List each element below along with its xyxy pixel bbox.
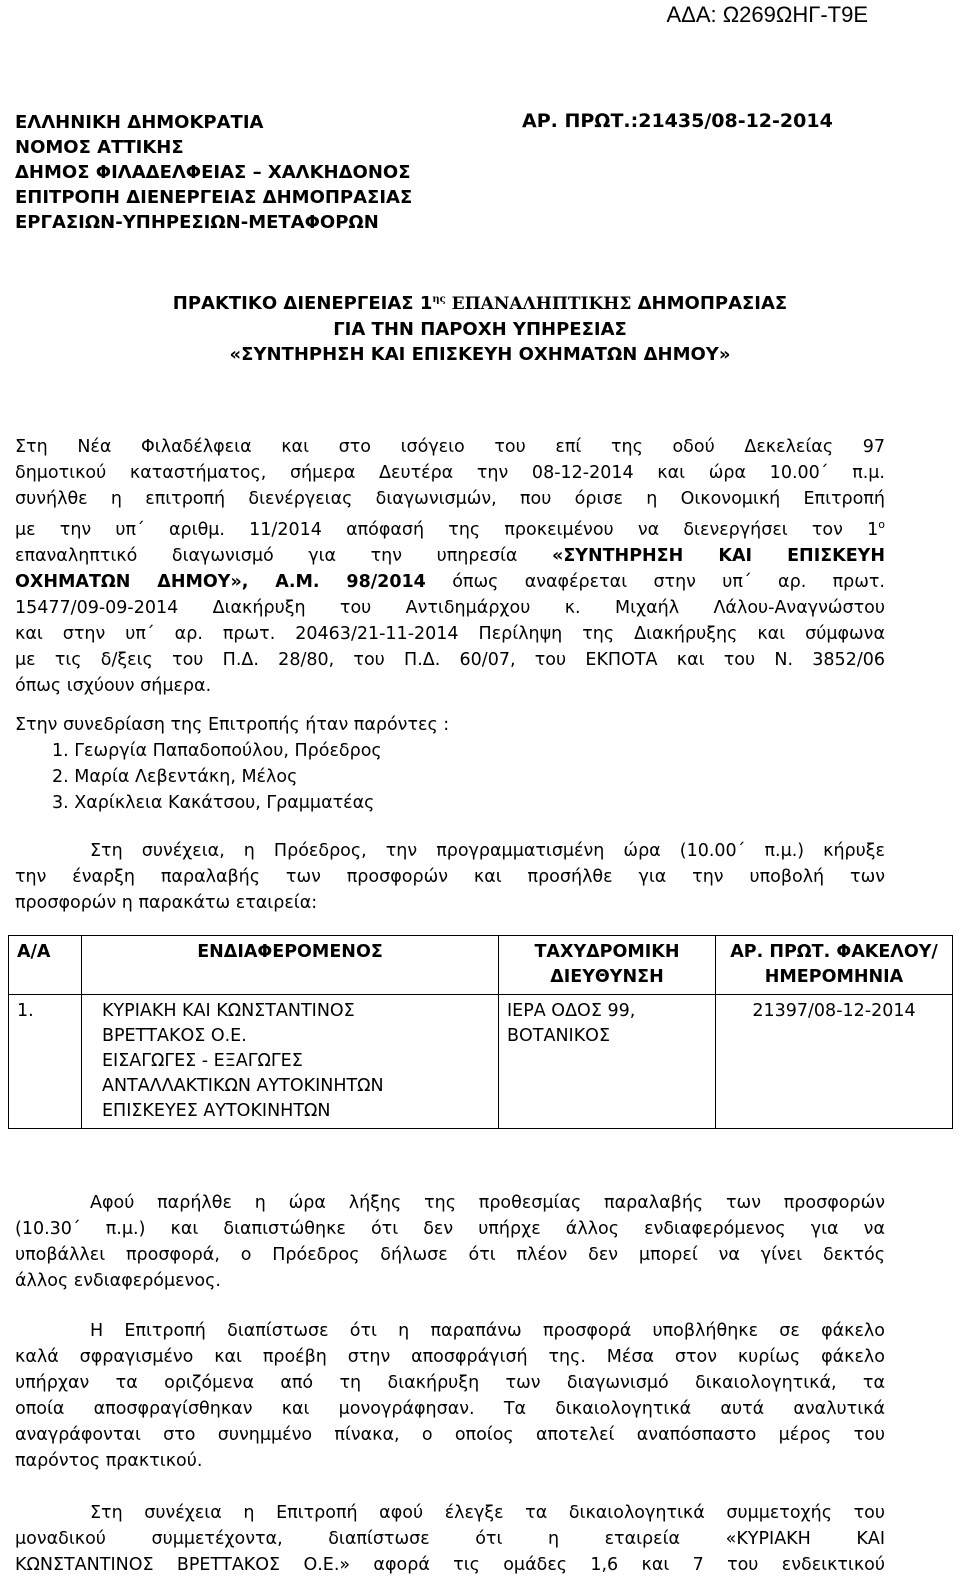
title-line-3: «ΣΥΝΤΗΡΗΣΗ ΚΑΙ ΕΠΙΣΚΕΥΗ ΟΧΗΜΑΤΩΝ ΔΗΜΟΥ» — [229, 344, 731, 365]
protocol-number: ΑΡ. ΠΡΩΤ.:21435/08-12-2014 — [522, 110, 833, 132]
opening-paragraph: Στη συνέχεια, η Πρόεδρος, την προγραμματισμένη ώρα (10.00΄ π.μ.) κήρυξε την έναρξη παραλαβής των προσφορών και προσήλθε για την υποβολή των προσφορών η παρακάτω εταιρεία: — [15, 841, 885, 913]
issuer-header — [15, 110, 412, 235]
unsealing-paragraph: Η Επιτροπή διαπίστωσε ότι η παραπάνω προσφορά υποβλήθηκε σε φάκελο καλά σφραγισμένο και προέβη στην αποσφράγισή της. Μέσα στον κυρίως φάκελο υπήρχαν τα οριζόμενα από τη διακήρυξη των διαγωνισμό δικαιολογητικά, τα οποία αποσφραγίσθηκαν και μονογράφησαν. Τα δικαιολογητικά αυτά αναλυτικά αναγράφονται στο συνημμένο πίνακα, ο οποίος αποτελεί αναπόσπαστο μέρος του παρόντος πρακτικού. — [15, 1321, 885, 1471]
closing-paragraph: Αφού παρήλθε η ώρα λήξης της προθεσμίας παραλαβής των προσφορών (10.30΄ π.μ.) και διαπιστώθηκε ότι δεν υπήρχε άλλος ενδιαφερόμενος για να υποβάλλει προσφορά, ο Πρόεδρος δήλωσε ότι πλέον δεν μπορεί να γίνει δεκτός άλλος ενδιαφερόμενος. — [15, 1193, 885, 1291]
list-item: 3. Χαρίκλεια Κακάτσου, Γραμματέας — [52, 793, 375, 813]
table-header-row — [9, 936, 953, 995]
column-header: ΤΑΧΥΔΡΟΜΙΚΗ ΔΙΕΥΘΥΝΣΗ — [499, 936, 716, 995]
column-header: ΕΝΔΙΑΦΕΡΟΜΕΝΟΣ — [82, 936, 499, 995]
attendance-heading: Στην συνεδρίαση της Επιτροπής ήταν παρόντες : — [15, 715, 450, 735]
header-line: ΔΗΜΟΣ ΦΙΛΑΔΕΛΦΕΙΑΣ – ΧΑΛΚΗΔΟΝΟΣ — [15, 162, 411, 183]
column-header: ΑΡ. ΠΡΩΤ. ΦΑΚΕΛΟΥ/ ΗΜΕΡΟΜΗΝΙΑ — [716, 936, 953, 995]
list-item: 1. Γεωργία Παπαδοπούλου, Πρόεδρος — [52, 741, 382, 761]
header-line: ΕΠΙΤΡΟΠΗ ΔΙΕΝΕΡΓΕΙΑΣ ΔΗΜΟΠΡΑΣΙΑΣ — [15, 187, 413, 208]
ada-code: ΑΔΑ: Ω269ΩΗΓ-Τ9Ε — [666, 2, 868, 27]
header-line: ΕΡΓΑΣΙΩΝ-ΥΠΗΡΕΣΙΩΝ-ΜΕΤΑΦΟΡΩΝ — [15, 212, 379, 233]
offers-table — [8, 935, 953, 1129]
title-line-2: ΓΙΑ ΤΗΝ ΠΑΡΟΧΗ ΥΠΗΡΕΣΙΑΣ — [333, 319, 627, 340]
row-protocol: 21397/08-12-2014 — [716, 995, 953, 1129]
row-index: 1. — [9, 995, 82, 1129]
intro-paragraph: Στη Νέα Φιλαδέλφεια και στο ισόγειο του επί της οδού Δεκελείας 97 δημοτικού καταστήματος, σήμερα Δευτέρα την 08-12-2014 και ώρα 10.00΄ π.μ. συνήλθε η επιτροπή διενέργειας διαγωνισμών, που όρισε η Οικονομική Επιτροπή με την υπ΄ αριθμ. 11/2014 απόφασή της προκειμένου να διενεργήσει τον $1^o$ επαναληπτικό διαγωνισμό για την υπηρεσία «ΣΥΝΤΗΡΗΣΗ ΚΑΙ ΕΠΙΣΚΕΥΗ ΟΧΗΜΑΤΩΝ ΔΗΜΟΥ», Α.Μ. 98/2014 όπως αναφέρεται στην υπ΄ αρ. πρωτ. 15477/09-09-2014 Διακήρυξη του Αντιδημάρχου κ. Μιχαήλ Λάλου-Αναγνώστου και στην υπ΄ αρ. πρωτ. 20463/21-11-2014 Περίληψη της Διακήρυξης και σύμφωνα με τις δ/ξεις του Π.Δ. 28/80, του Π.Δ. 60/07, του ΕΚΠΟΤΑ και του Ν. 3852/06 όπως ισχύουν σήμερα. — [15, 437, 885, 696]
row-participant: ΚΥΡΙΑΚΗ ΚΑΙ ΚΩΝΣΤΑΝΤΙΝΟΣ ΒΡΕΤΤΑΚΟΣ Ο.Ε. ΕΙΣΑΓΩΓΕΣ - ΕΞΑΓΩΓΕΣ ΑΝΤΑΛΛΑΚΤΙΚΩΝ ΑΥΤΟΚΙΝΗΤΩΝ ΕΠΙΣΚΕΥΕΣ ΑΥΤΟΚΙΝΗΤΩΝ — [82, 995, 499, 1129]
list-item: 2. Μαρία Λεβεντάκη, Μέλος — [52, 767, 298, 787]
document-title — [0, 287, 960, 367]
row-address: ΙΕΡΑ ΟΔΟΣ 99, ΒΟΤΑΝΙΚΟΣ — [499, 995, 716, 1129]
column-header: Α/Α — [9, 936, 82, 995]
final-paragraph: Στη συνέχεια η Επιτροπή αφού έλεγξε τα δικαιολογητικά συμμετοχής του μοναδικού συμμετέχοντα, διαπίστωσε ότι η εταιρεία «ΚΥΡΙΑΚΗ ΚΑΙ ΚΩΝΣΤΑΝΤΙΝΟΣ ΒΡΕΤΤΑΚΟΣ Ο.Ε.» αφορά τις ομάδες 1,6 και 7 του ενδεικτικού — [15, 1503, 885, 1575]
header-line: ΝΟΜΟΣ ΑΤΤΙΚΗΣ — [15, 137, 184, 158]
members-list — [52, 738, 382, 816]
table-row — [9, 995, 953, 1129]
title-line-1: ΠΡΑΚΤΙΚΟ ΔΙΕΝΕΡΓΕΙΑΣ $1^{\eta\varsigma}$ ΕΠΑΝΑΛΗΠΤΙΚΗΣ ΔΗΜΟΠΡΑΣΙΑΣ — [172, 293, 788, 314]
header-line: ΕΛΛΗΝΙΚΗ ΔΗΜΟΚΡΑΤΙΑ — [15, 112, 264, 133]
